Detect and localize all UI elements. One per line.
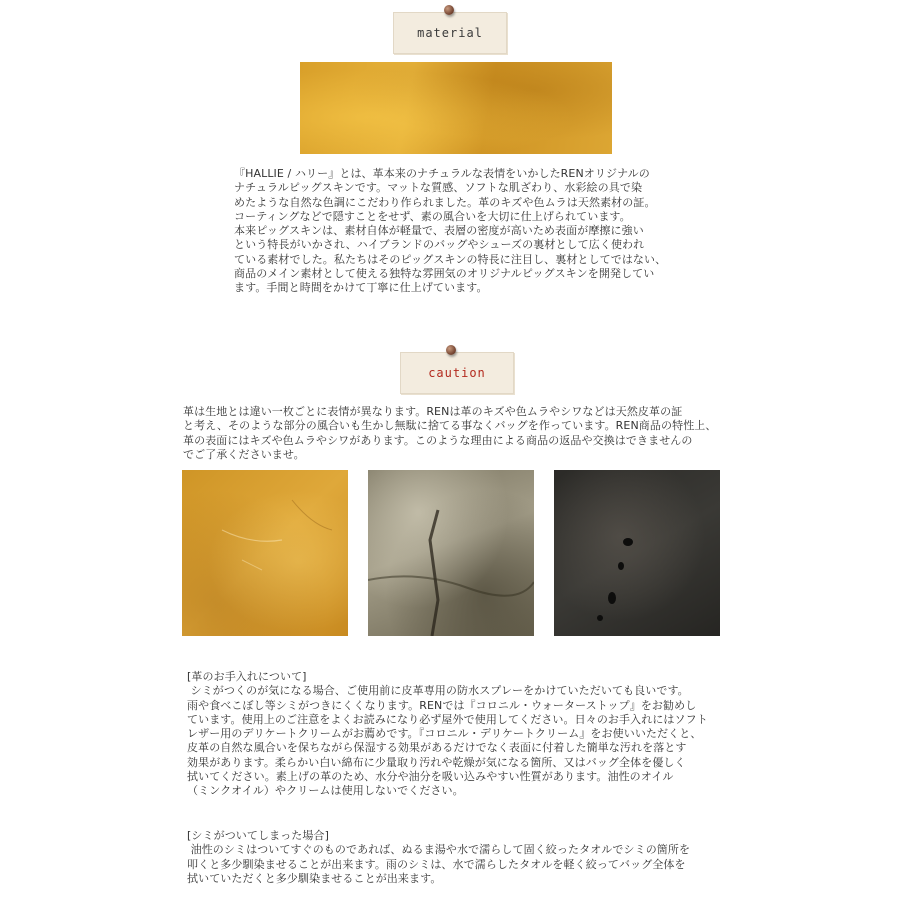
stain-instructions: [シミがついてしまった場合] 油性のシミはついてすぐのものであれば、ぬるま湯や水で濡らして固く絞ったタオルでシミの箇所を 叩くと多少馴染ませることが出来ます。雨のシミは、水で濡らしたタオルを軽く絞ってバッグ全体を 拭いていただくと多少馴染ませることが出来ます。	[187, 829, 691, 885]
wrinkle-marks	[368, 470, 534, 636]
material-description: 『HALLIE / ハリー』とは、革本来のナチュラルな表情をいかしたRENオリジナルの ナチュラルピッグスキンです。マットな質感、ソフトな肌ざわり、水彩絵の具で染 めたような自然な色調にこだわり作られました。革のキズや色ムラは天然素材の証。 コーティングなどで隠すことをせず、素の風合いを大切に仕上げられています。 本来ピッグスキンは、素材自体が軽量で、表層の密度が高いため表面が摩擦に強い という特長がいかされ、ハイブランドのバッグやシューズの裏材として広く使われ ている素材でした。私たちはそのピッグスキンの特長に注目し、裏材としてではない、 商品のメイン素材として使える独特な雰囲気のオリジナルピッグスキンを開発してい ます。手間と時間をかけて丁寧に仕上げています。	[234, 167, 667, 295]
scratch-marks	[182, 470, 348, 636]
pushpin-icon	[446, 345, 456, 355]
caution-heading: caution	[428, 366, 486, 380]
leather-texture-image	[300, 62, 612, 154]
caution-heading-card	[400, 352, 514, 394]
material-heading: material	[417, 26, 483, 40]
stain-spots	[554, 470, 720, 636]
pushpin-icon	[444, 5, 454, 15]
leather-sample-mustard-image	[182, 470, 348, 636]
material-heading-card	[393, 12, 507, 54]
caution-description: 革は生地とは違い一枚ごとに表情が異なります。RENは革のキズや色ムラやシワなどは天然皮革の証 と考え、そのような部分の風合いも生かし無駄に捨てる事なくバッグを作っています。REN商品の特性上、 革の表面にはキズや色ムラやシワがあります。このような理由による商品の返品や交換はできませんの でご了承くださいませ。	[183, 405, 717, 461]
leather-sample-black-image	[554, 470, 720, 636]
care-instructions: [革のお手入れについて] シミがつくのが気になる場合、ご使用前に皮革専用の防水スプレーをかけていただいても良いです。 雨や食べこぼし等シミがつきにくくなります。RENでは『コロニル・ウォーターストップ』をお勧めし ています。使用上のご注意をよくお読みになり必ず屋外で使用してください。日々のお手入れにはソフト レザー用のデリケートクリームがお薦めです。『コロニル・デリケートクリーム』をお使いいただくと、 皮革の自然な風合いを保ちながら保湿する効果があるだけでなく表面に付着した簡単な汚れを落とす 効果があります。柔らかい白い綿布に少量取り汚れや乾燥が気になる箇所、又はバッグ全体を優しく 拭いてください。素上げの革のため、水分や油分を吸い込みやすい性質があります。油性のオイル （ミンクオイル）やクリームは使用しないでください。	[187, 670, 708, 798]
leather-sample-olive-image	[368, 470, 534, 636]
